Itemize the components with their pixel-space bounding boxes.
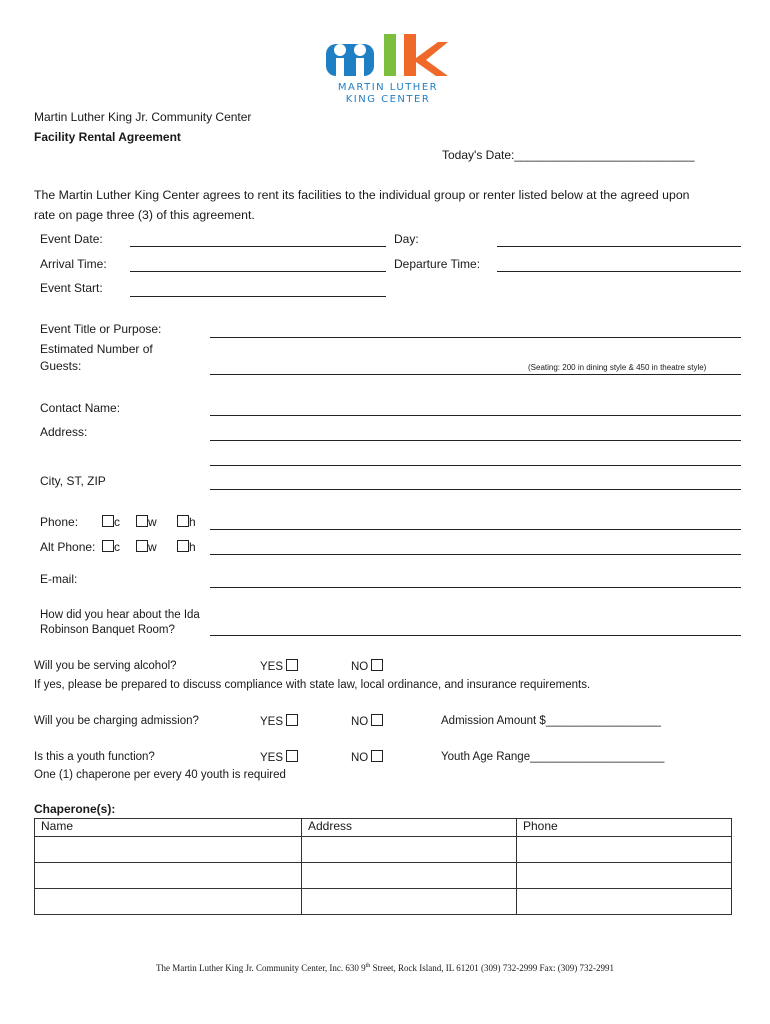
column-phone: Phone [517,819,732,837]
youth-no-checkbox[interactable] [371,750,383,762]
column-address: Address [302,819,517,837]
chaperone-3-phone[interactable] [517,889,732,915]
admission-amount-field[interactable]: Admission Amount $__________________ [441,715,661,727]
alcohol-no[interactable]: NO [351,659,383,674]
address-field-1[interactable] [210,440,741,441]
phone-field[interactable] [210,529,741,530]
day-field[interactable] [497,246,741,247]
admission-no[interactable]: NO [351,714,383,729]
admission-yes-checkbox[interactable] [286,714,298,726]
logo-line-2: KING CENTER [345,94,431,105]
alt-phone-h-checkbox[interactable] [177,540,189,552]
seating-note: (Seating: 200 in dining style & 450 in theatre style) [528,363,707,372]
intro-line-2: rate on page three (3) of this agreement. [34,208,255,222]
guests-label-2: Guests: [40,359,82,373]
alt-phone-field[interactable] [210,554,741,555]
page-title: Facility Rental Agreement [34,130,181,144]
youth-no[interactable]: NO [351,750,383,765]
alcohol-question: Will you be serving alcohol? [34,660,177,672]
chaperone-3-name[interactable] [35,889,302,915]
table-row [35,889,732,915]
hear-about-label-2: Robinson Banquet Room? [40,624,175,636]
table-row [35,837,732,863]
alt-phone-label: Alt Phone: [40,540,96,554]
chaperone-1-address[interactable] [302,837,517,863]
logo-mark [322,28,454,82]
event-start-field[interactable] [130,296,386,297]
chaperone-3-address[interactable] [302,889,517,915]
intro-line-1: The Martin Luther King Center agrees to rent its facilities to the individual group or renter listed below at the agreed upon [34,188,690,202]
event-date-label: Event Date: [40,232,103,246]
phone-option-c[interactable]: c [102,515,120,529]
youth-question: Is this a youth function? [34,751,155,763]
departure-time-label: Departure Time: [394,257,481,271]
youth-age-range-field[interactable]: Youth Age Range_____________________ [441,751,665,763]
admission-no-checkbox[interactable] [371,714,383,726]
city-st-zip-field[interactable] [210,489,741,490]
arrival-time-label: Arrival Time: [40,257,107,271]
event-title-field[interactable] [210,337,741,338]
event-start-label: Event Start: [40,281,103,295]
guests-label-1: Estimated Number of [40,342,153,356]
phone-w-checkbox[interactable] [136,515,148,527]
mlk-logo [322,28,454,110]
alt-phone-option-h[interactable]: h [177,540,196,554]
alcohol-yes[interactable]: YES [260,659,298,674]
alcohol-note: If yes, please be prepared to discuss compliance with state law, local ordinance, and insurance requirements. [34,679,591,691]
alcohol-no-checkbox[interactable] [371,659,383,671]
chaperones-heading: Chaperone(s): [34,802,116,816]
footer-address: The Martin Luther King Jr. Community Center, Inc. 630 9th Street, Rock Island, IL 61201 (309) 732-2999 Fax: (309) 732-2991 [156,963,614,973]
youth-note: One (1) chaperone per every 40 youth is required [34,769,286,781]
email-field[interactable] [210,587,741,588]
email-label: E-mail: [40,572,78,586]
arrival-time-field[interactable] [130,271,386,272]
phone-option-h[interactable]: h [177,515,196,529]
chaperones-table [34,818,732,915]
org-name: Martin Luther King Jr. Community Center [34,110,252,124]
chaperone-2-address[interactable] [302,863,517,889]
phone-c-checkbox[interactable] [102,515,114,527]
departure-time-field[interactable] [497,271,741,272]
chaperone-1-name[interactable] [35,837,302,863]
chaperone-2-name[interactable] [35,863,302,889]
day-label: Day: [394,232,419,246]
table-header-row [35,819,732,837]
chaperone-2-phone[interactable] [517,863,732,889]
alt-phone-option-w[interactable]: w [136,540,157,554]
phone-option-w[interactable]: w [136,515,157,529]
youth-yes-checkbox[interactable] [286,750,298,762]
admission-yes[interactable]: YES [260,714,298,729]
alcohol-yes-checkbox[interactable] [286,659,298,671]
alt-phone-c-checkbox[interactable] [102,540,114,552]
todays-date-field[interactable]: Today's Date:___________________________ [442,148,695,162]
youth-yes[interactable]: YES [260,750,298,765]
alt-phone-option-c[interactable]: c [102,540,120,554]
guests-field[interactable] [210,374,741,375]
hear-about-field[interactable] [210,635,741,636]
city-st-zip-label: City, ST, ZIP [40,474,106,488]
contact-name-label: Contact Name: [40,401,121,415]
hear-about-label-1: How did you hear about the Ida [40,609,200,621]
contact-name-field[interactable] [210,415,741,416]
address-field-2[interactable] [210,465,741,466]
chaperone-1-phone[interactable] [517,837,732,863]
column-name: Name [35,819,302,837]
admission-question: Will you be charging admission? [34,715,199,727]
event-title-label: Event Title or Purpose: [40,322,162,336]
logo-line-1: MARTIN LUTHER [337,82,439,93]
address-label: Address: [40,425,88,439]
phone-label: Phone: [40,515,79,529]
alt-phone-w-checkbox[interactable] [136,540,148,552]
table-row [35,863,732,889]
event-date-field[interactable] [130,246,386,247]
phone-h-checkbox[interactable] [177,515,189,527]
